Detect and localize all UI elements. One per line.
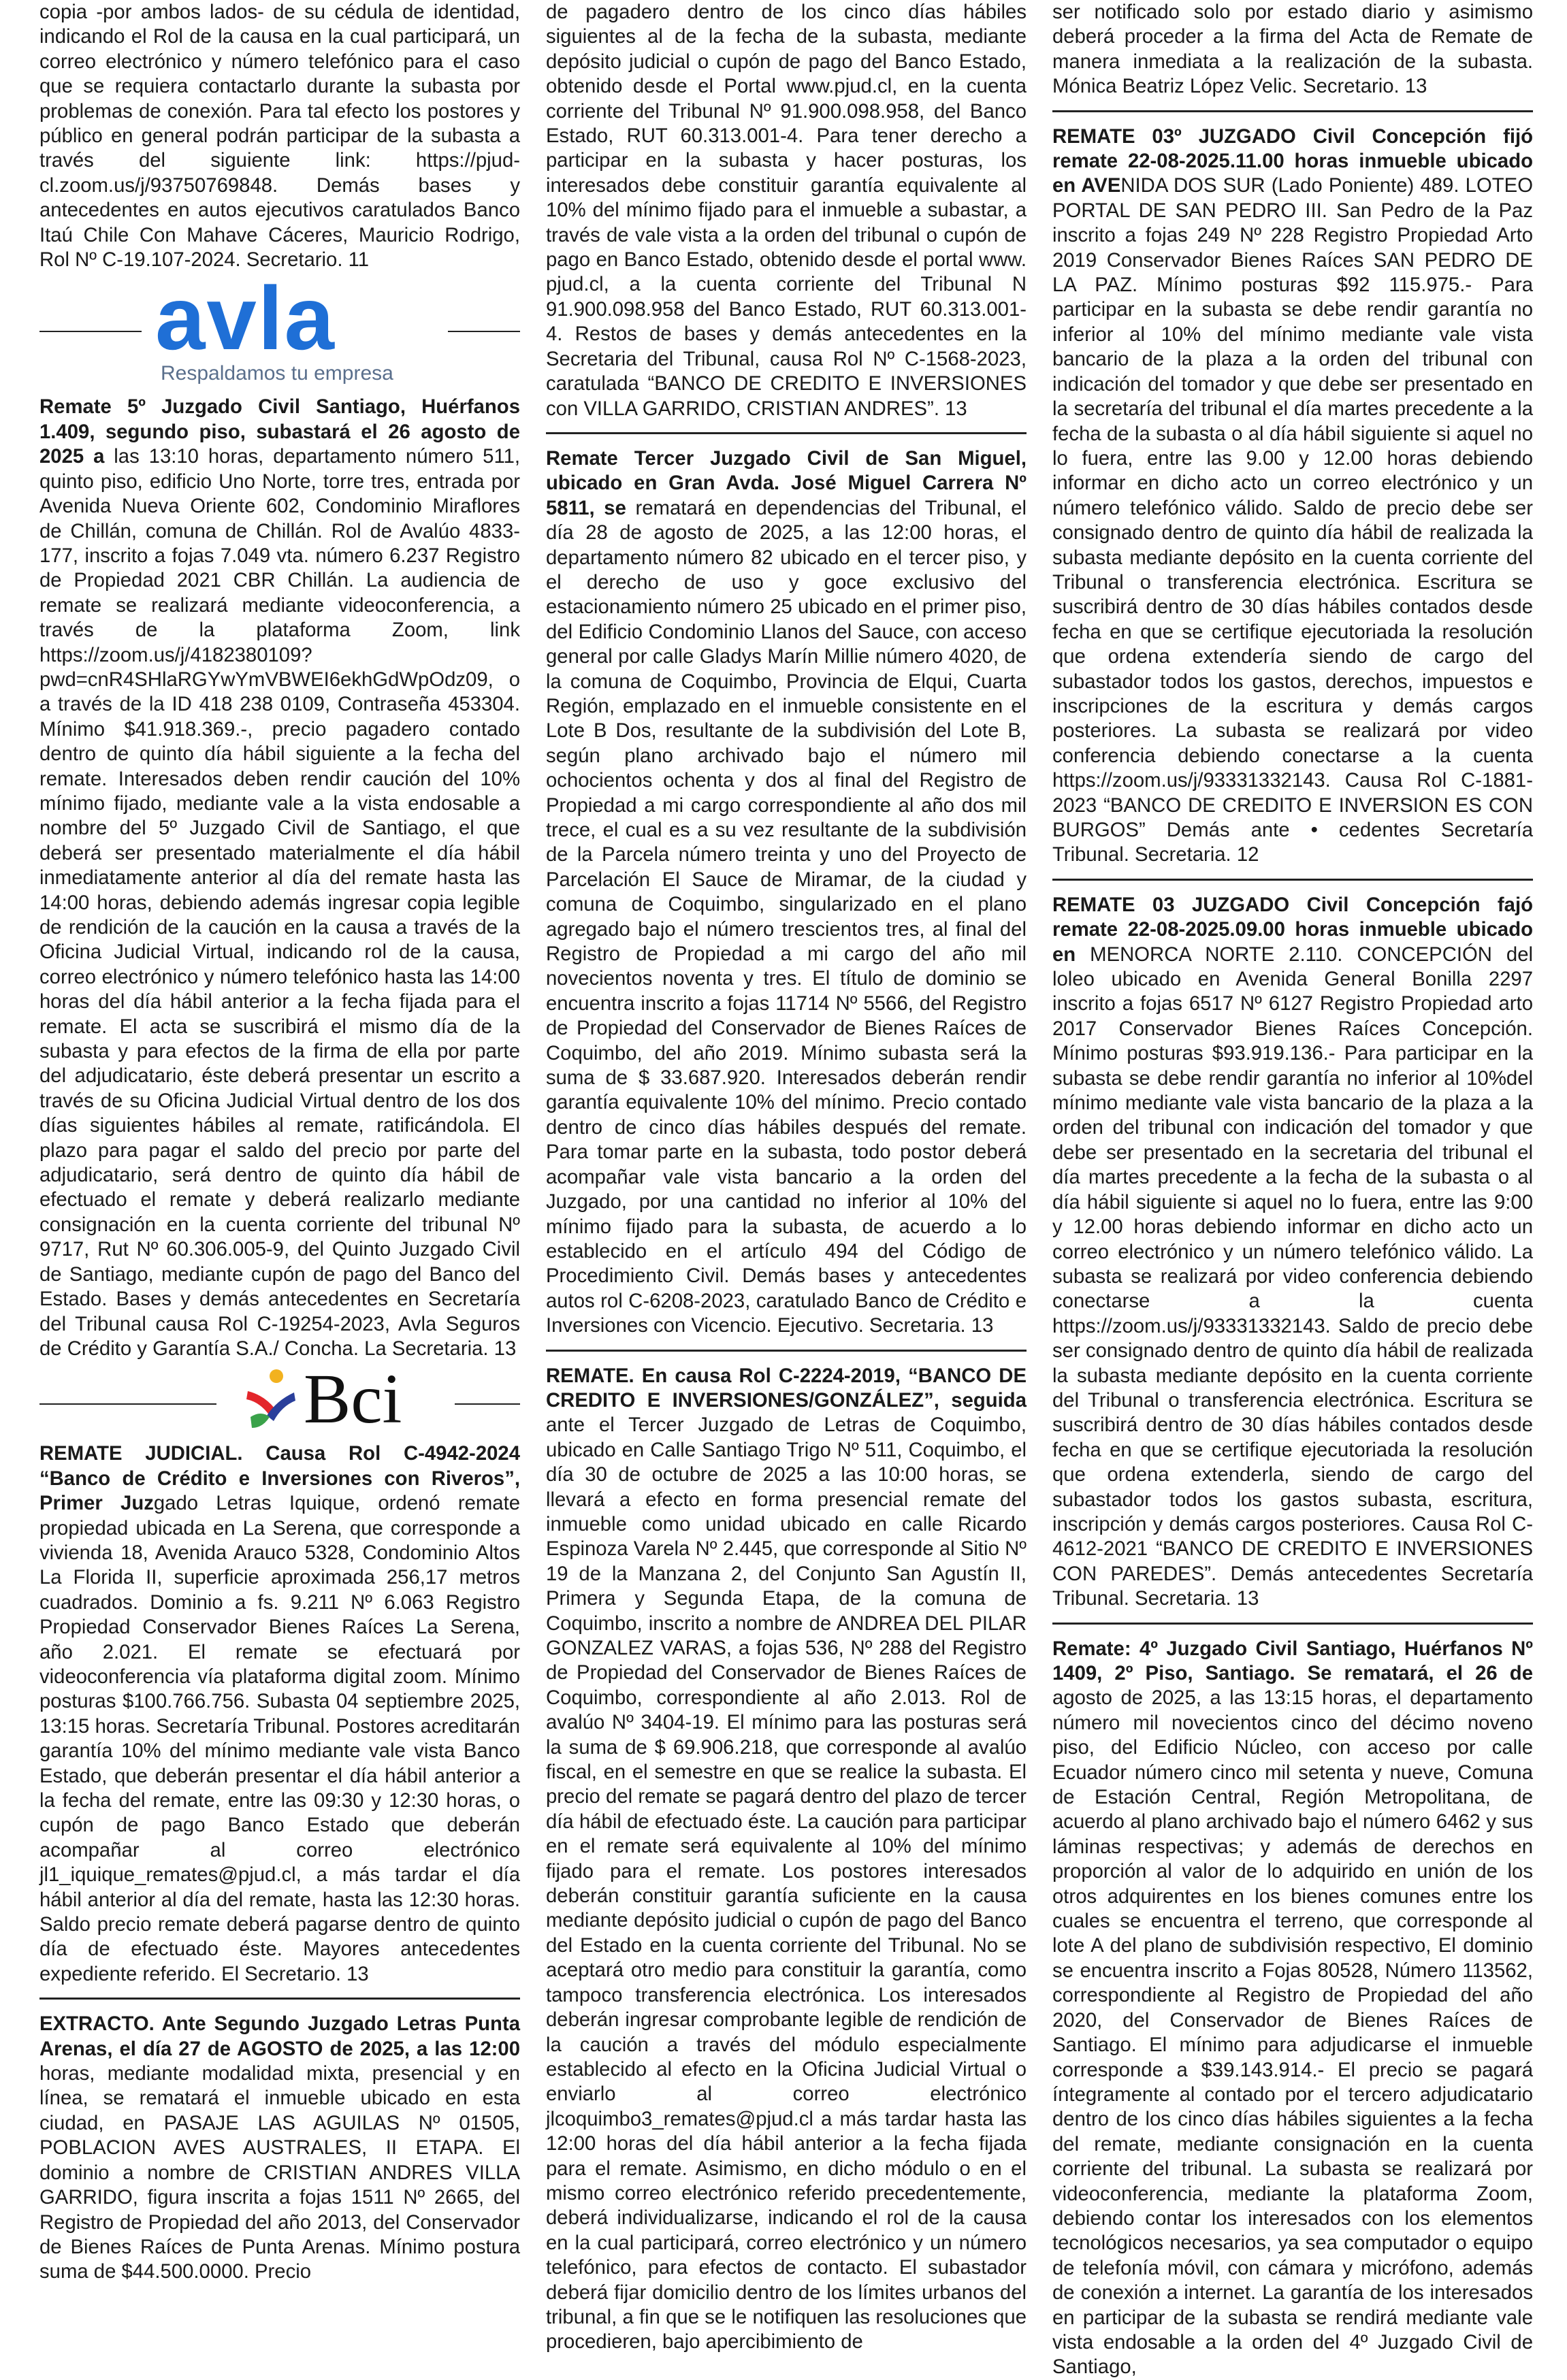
notice-body: MENORCA NORTE 2.110. CONCEPCIÓN del loleo ubicado en Avenida General Bonilla 2297 inscrito a fojas 6517 Nº 6127 Registro Propiedad arto 2017 Conservador Bienes Raíces Concepción. Mínimo posturas $93.919.136.- Para participar en la subasta se debe rendir garantía no inferior al 10%del mínimo mediante vale vista bancario de la plaza a la orden del tribunal con indicación del tomador y que debe ser presentado en la secretaria del tribunal el día martes precedente a la fecha de la subasta o al día hábil siguiente si aquel no lo fuera, entre las 9:00 y 12.00 horas debiendo informar en dicho acto un correo electrónico y un número telefónico válido. La subasta se realizará por video conferencia debiendo conectarse a la cuenta https://zoom.us/j/93331332143. Saldo de precio debe ser consignado dentro de quinto día hábil de realizada la subasta mediante depósito en la cuenta corriente del Tribunal o transferencia electrónica. Escritura se suscribirá dentro de 30 días hábiles contados desde fecha en que se certifique ejecutoriada la resolución que ordena extenderla, siendo de cargo del subastador todos los gastos subasta, escritura, inscripción y demás cargos posteriores. Causa Rol C-4612-2021 “BANCO DE CREDITO E INVERSIONES CON PAREDES”. Demás antecedentes Secretaría Tribunal. Secretaria. 13 xyxy=(1052,943,1533,1610)
divider-left xyxy=(39,1403,216,1405)
column-1 xyxy=(39,0,521,2283)
notice-lead: EXTRACTO. Ante Segundo Juzgado Letras Punta Arenas, el día 27 de AGOSTO de 2025, a las 12:00 xyxy=(39,2012,520,2060)
notice-lead: REMATE JUDICIAL. Causa Rol C-4942-2024 “Banco de Crédito e Inversiones con Riveros”, Primer Juz xyxy=(39,1442,520,1515)
notice-divider xyxy=(1052,1623,1533,1625)
notice-continuation xyxy=(1052,0,1533,99)
notice-lead: Remate: 4º Juzgado Civil Santiago, Huérfanos Nº 1409, 2º Piso, Santiago. Se rematará, el 26 de xyxy=(1052,1637,1533,1684)
notice-lead: Remate 5º Juzgado Civil Santiago, Huérfanos 1.409, segundo piso, subastará el 26 agosto de 2025 a xyxy=(39,395,520,468)
bci-emblem-icon xyxy=(244,1368,297,1431)
notice-extracto-punta-arenas xyxy=(39,2012,520,2284)
notice-body: ante el Tercer Juzgado de Letras de Coquimbo, ubicado en Calle Santiago Trigo Nº 511, Coquimbo, el día 30 de octubre de 2025 a las 10:00 horas, se llevará a efecto en forma presencial remate del inmueble como unidad ubicado en calle Ricardo Espinoza Varela Nº 2.445, que corresponde al Sitio Nº 19 de la Manzana 2, del Conjunto San Agustín II, Primera y Segunda Etapa, de la comuna de Coquimbo, inscrito a nombre de ANDREA DEL PILAR GONZALEZ VARAS, a fojas 536, Nº 288 del Registro de Propiedad del Conservador de Bienes Raíces de Coquimbo, correspondiente al año 2.013. Rol de avalúo Nº 3404-19. El mínimo para las posturas será la suma de $ 69.906.218, que corresponde al avalúo fiscal, en el semestre en que se realice la subasta. El precio del remate se pagará dentro del plazo de tercer día hábil de efectuado éste. La caución para participar en el remate será equivalente al 10% del mínimo fijado para el remate. Los postores interesados deberán constituir garantía suficiente en la causa mediante depósito judicial o cupón de pago del Banco del Estado en la cuenta corriente del Tribunal. No se aceptará otro medio para constituir la garantía, como tampoco transferencia electrónica. Los interesados deberán ingresar comprobante legible de rendición de la caución a través del módulo especialmente establecido al efecto en la Oficina Judicial Virtual o enviarlo al correo electrónico jlcoquimbo3_remates@pjud.cl a más tardar hasta las 12:00 horas del día hábil anterior a la fecha fijada para el remate. Asimismo, en dicho módulo o en el mismo correo electrónico referido precedentemente, deberá individualizarse, indicando el rol de la causa en la cual participará, correo electrónico y un número telefónico, para efectos de contacto. El subastador deberá fijar domicilio dentro de los límites urbanos del tribunal, a fin que se le notifiquen las resoluciones que procedieren, bajo apercibimiento de xyxy=(546,1414,1027,2353)
notice-continuation xyxy=(39,0,520,272)
bci-ad xyxy=(39,1361,520,1441)
divider-left xyxy=(39,331,142,332)
notice-remate-coquimbo xyxy=(546,1364,1027,2355)
notice-remate-concepcion-1 xyxy=(1052,125,1533,868)
avla-ad xyxy=(39,268,520,395)
notice-remate-judicial-iquique xyxy=(39,1441,520,1987)
notice-continuation xyxy=(546,0,1027,421)
notice-remate-tercer-juzgado-san-miguel xyxy=(546,446,1027,1339)
notice-lead: REMATE 03 JUZGADO Civil Concepción fajó remate 22-08-2025.09.00 horas inmueble ubicado en xyxy=(1052,893,1533,966)
notice-remate-concepcion-2 xyxy=(1052,893,1533,1612)
notice-body: NIDA DOS SUR (Lado Poniente) 489. LOTEO PORTAL DE SAN PEDRO III. San Pedro de la Paz inscrito a fojas 249 Nº 228 Registro Propiedad Arto 2019 Conservador Bienes Raíces SAN PEDRO DE LA PAZ. Mínimo posturas $92 115.975.- Para participar en la subasta se debe rendir garantía no inferior al 10% del mínimo mediante vale vista bancario de la plaza a la orden del tribunal con indicación del tomador y que debe ser presentado en la secretaría del tribunal el día martes precedente a la fecha de la subasta o al día hábil siguiente si aquel no lo fuera, entre las 9.00 y 12.00 horas debiendo informar en dicho acto un correo electrónico y un número telefónico válido. Saldo de precio debe ser consignado dentro de quinto día hábil de realizada la subasta mediante depósito en la cuenta corriente del Tribunal o transferencia electrónica. Escritura se suscribirá dentro de 30 días hábiles contados desde fecha en que se certifique ejecutoriada la resolución que ordena extendería siendo de cargo del subastador todos los gastos, derechos, impuestos e inscripciones de la escritura y demás cargos posteriores. La subasta se realizará por video conferencia debiendo conectarse a la cuenta https://zoom.us/j/93331332143. Causa Rol C-1881-2023 “BANCO DE CREDITO E INVERSION ES CON BURGOS” Demás ante • cedentes Secretaría Tribunal. Secretaria. 12 xyxy=(1052,174,1533,866)
notice-remate-5-juzgado xyxy=(39,395,520,1361)
notice-remate-4-juzgado xyxy=(1052,1637,1533,2380)
column-2 xyxy=(546,0,1027,2353)
divider-right xyxy=(448,331,520,332)
notice-body: agosto de 2025, a las 13:15 horas, el departamento número mil novecientos cinco del décimo noveno piso, del Edificio Núcleo, con acceso por calle Ecuador número cinco mil setenta y nueve, Comuna de Estación Central, Región Metropolitana, de acuerdo al plano archivado bajo el número 6462 y sus láminas respectivas; y además de derechos en proporción al valor de lo adquirido en unión de los otros adquirentes en los bienes comunes entre los cuales se encuentra el terreno, que corresponde al lote A del plano de subdivisión respectivo, El dominio se encuentra inscrito a Fojas 80528, Número 113562, correspondiente al Registro de Propiedad del año 2020, del Conservador de Bienes Raíces de Santiago. El mínimo para adjudicarse el inmueble corresponde a $39.143.914.- El precio se pagará íntegramente al contado por el tercero adjudicatario dentro de los cinco días hábiles siguientes a la fecha del remate, mediante consignación en la cuenta corriente del tribunal. La subasta se realizará por videoconferencia, mediante la plataforma Zoom, debiendo contar los interesados con los elementos tecnológicos necesarios, ya sea computador o equipo de telefonía móvil, con cámara y micrófono, además de conexión a internet. La garantía de los interesados en participar de la subasta se rendirá mediante vale vista endosable a la orden del 4º Juzgado Civil de Santiago, xyxy=(1052,1686,1533,2379)
notice-body: ser notificado solo por estado diario y asimismo deberá proceder a la firma del Acta de Remate de manera inmediata a la realización de la subasta. Mónica Beatriz López Velic. Secretario. 13 xyxy=(1052,1,1533,98)
avla-logo: avla xyxy=(155,268,336,369)
divider-right xyxy=(455,1403,520,1405)
avla-tagline: Respaldamos tu empresa xyxy=(161,362,393,385)
notice-divider xyxy=(546,1350,1027,1352)
notice-body: de pagadero dentro de los cinco días hábiles siguientes al de la fecha de la subasta, mediante depósito judicial o cupón de pago del Banco Estado, obtenido desde el Portal www.pjud.cl, en la cuenta corriente del Tribunal Nº 91.900.098.958, del Banco Estado, RUT 60.313.001-4. Para tener derecho a participar en la subasta y hacer posturas, los interesados debe constituir garantía equivalente al 10% del mínimo fijado para el inmueble a subastar, a través de vale vista a la orden del tribunal o cupón de pago en Banco Estado, obtenido desde el portal www. pjud.cl, a la cuenta corriente del Tribunal N 91.900.098.958 del Banco Estado, RUT 60.313.001-4. Restos de bases y demás antecedentes en la Secretaria del Tribunal, causa Rol Nº C-1568-2023, caratulada “BANCO DE CREDITO E INVERSIONES con VILLA GARRIDO, CRISTIAN ANDRES”. 13 xyxy=(546,1,1027,420)
bci-wordmark: Bci xyxy=(304,1360,402,1439)
notice-body: gado Letras Iquique, ordenó remate propiedad ubicada en La Serena, que corresponde a vivienda 18, Avenida Arauco 5328, Condominio Altos La Florida II, superficie aproximada 256,17 metros cuadrados. Dominio a fs. 9.211 Nº 6.063 Registro Propiedad Conservador Bienes Raíces La Serena, año 2.021. El remate se efectuará por videoconferencia vía plataforma digital zoom. Mínimo posturas $100.766.756. Subasta 04 septiembre 2025, 13:15 horas. Secretaría Tribunal. Postores acreditarán garantía 10% del mínimo mediante vale vista Banco Estado, que deberán presentar el día hábil anterior a la fecha del remate, entre las 09:30 y 12:30 horas, o cupón de pago Banco Estado que deberán acompañar al correo electrónico jl1_iquique_remates@pjud.cl, a más tardar el día hábil anterior al día del remate, hasta las 12:30 horas. Saldo precio remate deberá pagarse dentro de quinto día de efectuado éste. Mayores antecedentes expediente referido. El Secretario. 13 xyxy=(39,1492,520,1985)
column-3 xyxy=(1052,0,1533,2379)
notice-lead: Remate Tercer Juzgado Civil de San Miguel, ubicado en Gran Avda. José Miguel Carrera Nº 5811, se xyxy=(546,446,1027,519)
notice-lead: REMATE. En causa Rol C-2224-2019, “BANCO DE CREDITO E INVERSIONES/GONZÁLEZ”, seguida xyxy=(546,1364,1027,1412)
notice-body: copia -por ambos lados- de su cédula de identidad, indicando el Rol de la causa en la cual participará, un correo electrónico y número telefónico para el caso que se requiera contactarlo durante la subasta por problemas de conexión. Para tal efecto los postores y público en general podrán participar de la subasta a través del siguiente link: https://pjud-cl.zoom.us/j/93750769848. Demás bases y antecedentes en autos ejecutivos caratulados Banco Itaú Chile Con Mahave Cáceres, Mauricio Rodrigo, Rol Nº C-19.107-2024. Secretario. 11 xyxy=(39,1,520,272)
notice-lead: REMATE 03º JUZGADO Civil Concepción fijó remate 22-08-2025.11.00 horas inmueble ubicado en AVE xyxy=(1052,125,1533,197)
notice-body: horas, mediante modalidad mixta, presencial y en línea, se rematará el inmueble ubicado en esta ciudad, en PASAJE LAS AGUILAS Nº 01505, POBLACION AVES AUSTRALES, II ETAPA. El dominio a nombre de CRISTIAN ANDRES VILLA GARRIDO, figura inscrita a fojas 1511 Nº 2665, del Registro de Propiedad del año 2013, del Conservador de Bienes Raíces de Punta Arenas. Mínimo postura suma de $44.500.0000. Precio xyxy=(39,2062,520,2283)
notice-divider xyxy=(546,432,1027,434)
notice-divider xyxy=(39,1998,520,2000)
bci-logo xyxy=(244,1360,402,1439)
notice-body: las 13:10 horas, departamento número 511, quinto piso, edificio Uno Norte, torre tres, entrada por Avenida Nueva Oriente 602, Condominio Miraflores de Chillán, comuna de Chillán. Rol de Avalúo 4833-177, inscrito a fojas 7.049 vta. número 6.237 Registro de Propiedad 2021 CBR Chillán. La audiencia de remate se realizará mediante videoconferencia, a través de la plataforma Zoom, link https://zoom.us/j/4182380109?pwd=cnR4SHlaRGYwYmVBWEI6ekhGdWpOdz09, o a través de la ID 418 238 0109, Contraseña 453304. Mínimo $41.918.369.-, precio pagadero contado dentro de quinto día hábil siguiente a la fecha del remate. Interesados deben rendir caución del 10% mínimo fijado, mediante vale a la vista endosable a nombre del 5º Juzgado Civil de Santiago, el que deberá ser presentado materialmente el día hábil inmediatamente anterior al día del remate hasta las 14:00 horas, debiendo además ingresar copia legible de rendición de la caución en la causa a través de la Oficina Judicial Virtual, indicando rol de la causa, correo electrónico y número telefónico hasta las 14:00 horas del día hábil anterior a la fecha fijada para el remate. El acta se suscribirá el mismo día de la subasta y para efectos de la firma de ella por parte del adjudicatario, éste deberá presentar un escrito a través de su Oficina Judicial Virtual dentro de los dos días siguientes hábiles al remate, ratificándola. El plazo para pagar el saldo del precio por parte del adjudicatario, será dentro de quinto día hábil de efectuado el remate y deberá realizarlo mediante consignación en la cuenta corriente del tribunal Nº 9717, Rut Nº 60.306.005-9, del Quinto Juzgado Civil de Santiago, mediante cupón de pago del Banco del Estado. Bases y demás antecedentes en Secretaría del Tribunal causa Rol C-19254-2023, Avla Seguros de Crédito y Garantía S.A./ Concha. La Secretaria. 13 xyxy=(39,445,521,1360)
notice-divider xyxy=(1052,110,1533,112)
notice-body: rematará en dependencias del Tribunal, el día 28 de agosto de 2025, a las 12:00 horas, el departamento número 82 ubicado en el tercer piso, y el derecho de uso y goce exclusivo del estacionamiento número 25 ubicado en el primer piso, del Edificio Condominio Llanos del Sauce, con acceso general por calle Gladys Marín Millie número 4020, de la comuna de Coquimbo, Provincia de Elqui, Cuarta Región, emplazado en el inmueble consistente en el Lote B Dos, resultante de la subdivisión del Lote B, según plano archivado bajo el número mil ochocientos ochenta y dos al final del Registro de Propiedad a mi cargo correspondiente al año dos mil trece, el cual es a su vez resultante de la subdivisión de la Parcela número treinta y uno del Proyecto de Parcelación El Sauce de Miramar, de la ciudad y comuna de Coquimbo, singularizado en el plano agregado bajo el número trescientos tres, al final del Registro de Propiedad a mi cargo del año mil novecientos noventa y tres. El título de dominio se encuentra inscrito a fojas 11714 Nº 5566, del Registro de Propiedad del Conservador de Bienes Raíces de Coquimbo, del año 2019. Mínimo subasta será la suma de $ 33.687.920. Interesados deberán rendir garantía equivalente 10% del mínimo. Precio contado dentro de cinco días hábiles después del remate. Para tomar parte en la subasta, todo postor deberá acompañar vale vista bancario a la orden del Juzgado, por una cantidad no inferior al 10% del mínimo fijado para la subasta, de acuerdo a lo establecido en el artículo 494 del Código de Procedimiento Civil. Demás bases y antecedentes autos rol C-6208-2023, caratulado Banco de Crédito e Inversiones con Vicencio. Ejecutivo. Secretaria. 13 xyxy=(546,496,1027,1337)
notice-divider xyxy=(1052,879,1533,881)
